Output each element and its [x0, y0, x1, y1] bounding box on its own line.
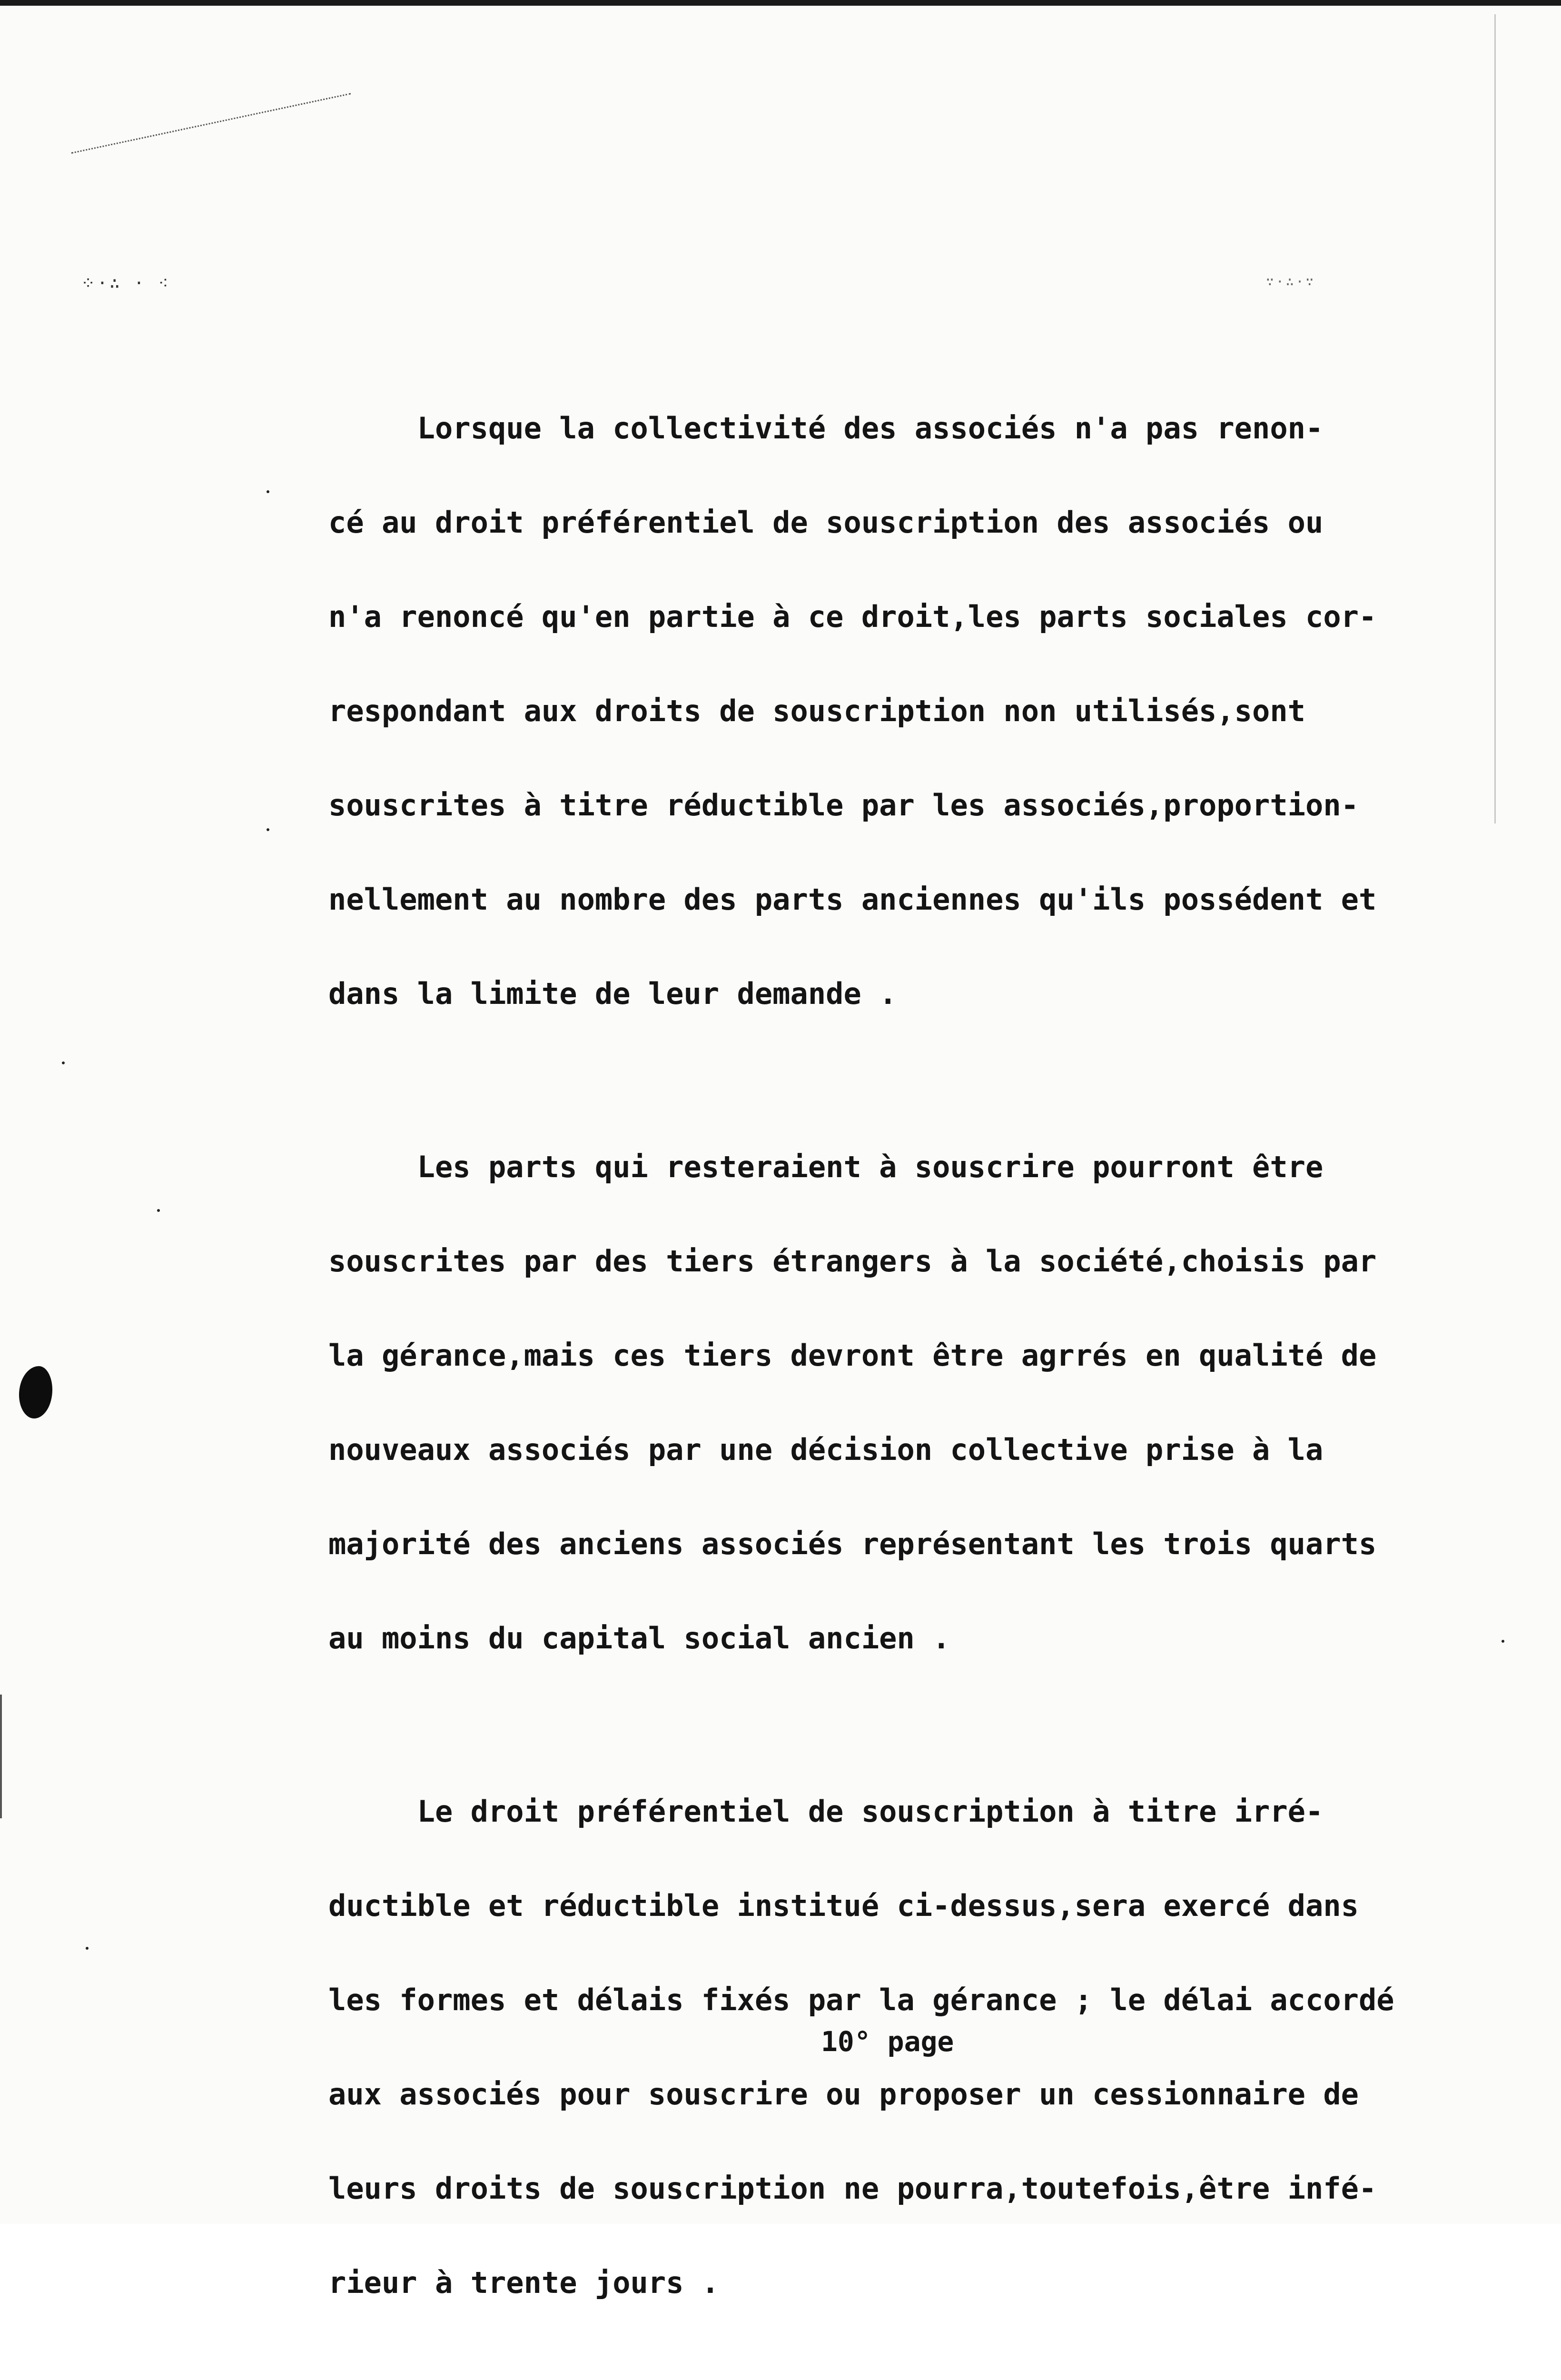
- text-line: aux associés pour souscrire ou proposer un cessionnaire de: [328, 2077, 1359, 2112]
- text-line: au moins du capital social ancien .: [328, 1621, 950, 1656]
- text-line: nellement au nombre des parts anciennes qu'ils possédent et: [328, 882, 1377, 917]
- scan-speck: [62, 1061, 65, 1064]
- text-line: nouveaux associés par une décision collective prise à la: [328, 1432, 1324, 1467]
- paragraph: [328, 2378, 1499, 2380]
- pen-stroke-mark: [71, 93, 351, 154]
- margin-scribble-right: ∵·∴·∵: [1266, 274, 1316, 289]
- text-line: leurs droits de souscription ne pourra,toutefois,être infé-: [328, 2171, 1377, 2206]
- text-line: ductible et réductible institué ci-dessus,sera exercé dans: [328, 1888, 1359, 1923]
- text-line: n'a renoncé qu'en partie à ce droit,les parts sociales cor-: [328, 599, 1377, 634]
- text-line: Lorsque la collectivité des associés n'a pas renon-: [328, 411, 1324, 446]
- text-line: les formes et délais fixés par la gérance ; le délai accordé: [328, 1983, 1394, 2017]
- scan-speck: [1502, 1640, 1504, 1643]
- text-line: la gérance,mais ces tiers devront être agrrés en qualité de: [328, 1338, 1377, 1373]
- paragraph: [328, 350, 1499, 1072]
- scan-top-edge: [0, 0, 1561, 6]
- page-number: 10° page: [821, 2025, 954, 2058]
- text-line: cé au droit préférentiel de souscription des associés ou: [328, 505, 1324, 540]
- scan-left-edge: [0, 1695, 2, 1818]
- paragraph: [328, 1089, 1499, 1717]
- scan-speck: [86, 1947, 89, 1950]
- margin-scribble-left: ⁘·∴ · ⁖: [81, 274, 170, 293]
- scan-speck: [157, 1209, 160, 1212]
- text-line: souscrites par des tiers étrangers à la société,choisis par: [328, 1244, 1377, 1279]
- text-line: majorité des anciens associés représentant les trois quarts: [328, 1527, 1377, 1561]
- scan-speck: [267, 490, 269, 493]
- text-line: respondant aux droits de souscription non utilisés,sont: [328, 694, 1305, 728]
- text-line: souscrites à titre réductible par les associés,proportion-: [328, 788, 1359, 823]
- text-line: dans la limite de leur demande .: [328, 976, 897, 1011]
- text-line: Les parts qui resteraient à souscrire pourront être: [328, 1150, 1324, 1184]
- text-line: rieur à trente jours .: [328, 2265, 720, 2300]
- punch-hole-mark: [19, 1366, 52, 1418]
- scan-speck: [267, 828, 269, 831]
- document-body: [328, 350, 1499, 2380]
- text-line: Le droit préférentiel de souscription à titre irré-: [328, 1794, 1324, 1829]
